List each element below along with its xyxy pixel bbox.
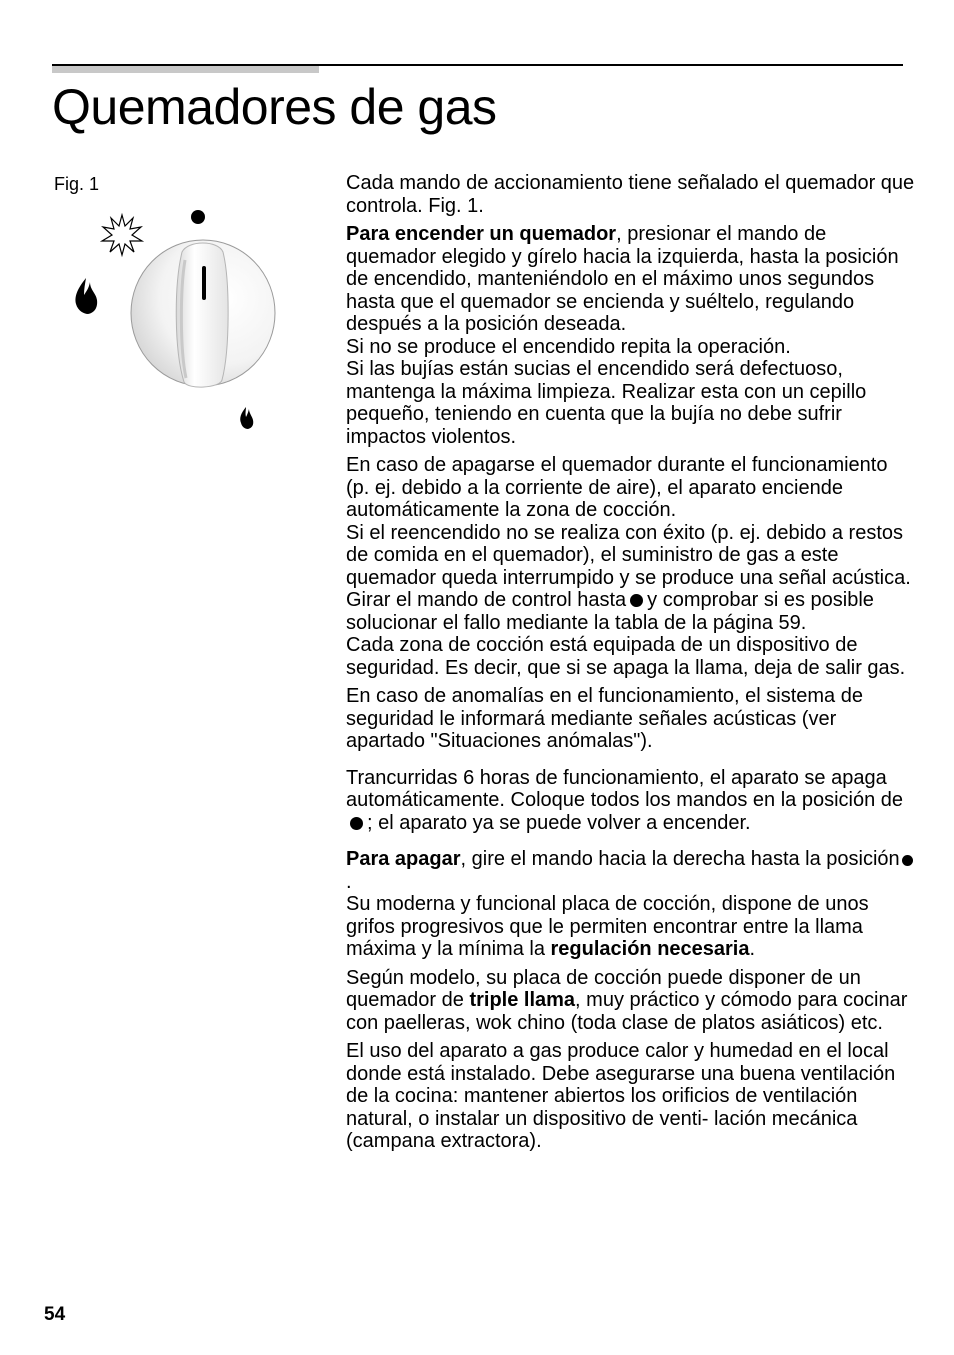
emphasis: regulación necesaria bbox=[550, 938, 750, 960]
paragraph-reencendido: Si el reencendido no se realiza con éxito (p. ej. debido a restos de comida en el quemador), el suministro de gas a este quemador queda interrumpido y se produce una señal acústica. Girar el mando de control hasta y comprobar si es posible solucionar el fallo mediante la tabla de la página 59. bbox=[346, 521, 911, 634]
paragraph: El uso del aparato a gas produce calor y humedad en el local donde está instalado. Debe asegurarse una buena ventilación de la cocina: mantener abiertos los orificios de ventilación natural, o instalar un dispositivo de venti- lación mecánica (campana extractora). bbox=[346, 1040, 896, 1152]
emphasis: triple llama bbox=[469, 989, 576, 1011]
large-flame-icon bbox=[75, 278, 97, 314]
page-number: 54 bbox=[44, 1304, 66, 1325]
control-knob bbox=[131, 240, 275, 387]
paragraph-encender: Para encender un quemador, presionar el mando de quemador elegido y gírelo hacia la izquierda, hasta la posición de encendido, manteniéndolo en el máximo unos segundos hasta que el quemador se encienda y suéltelo, regulando después a la posición deseada. bbox=[346, 223, 899, 335]
paragraph-regulacion: Su moderna y funcional placa de cocción, dispone de unos grifos progresivos que le permiten encontrar entre la llama máxima y la mínima la regulación necesaria. bbox=[346, 893, 869, 960]
emphasis: Para encender un quemador bbox=[346, 223, 617, 245]
paragraph-triple-llama: Según modelo, su placa de cocción puede disponer de un quemador de triple llama, muy práctico y cómodo para cocinar con paelleras, wok chino (toda clase de platos asiáticos) etc. bbox=[346, 966, 908, 1034]
paragraph: Cada zona de cocción está equipada de un dispositivo de seguridad. Es decir, que si se apaga la llama, deja de salir gas. bbox=[346, 634, 906, 679]
paragraph-apagar: Para apagar, gire el mando hacia la derecha hasta la posición. bbox=[346, 848, 916, 893]
paragraph: Si no se produce el encendido repita la operación. bbox=[346, 335, 791, 358]
paragraph: En caso de anomalías en el funcionamiento, el sistema de seguridad le informará mediante señales acústicas (ver apartado "Situaciones anómalas"). bbox=[346, 685, 863, 752]
off-dot-icon bbox=[902, 855, 913, 866]
small-flame-icon bbox=[240, 407, 253, 429]
paragraph: En caso de apagarse el quemador durante el funcionamiento (p. ej. debido a la corriente de aire), el aparato enciende automáticamente la zona de cocción. bbox=[346, 454, 888, 521]
spark-icon bbox=[102, 215, 142, 255]
page-title: Quemadores de gas bbox=[52, 79, 497, 135]
figure-1-knob bbox=[70, 200, 320, 440]
header-rule-accent bbox=[52, 66, 319, 73]
figure-label: Fig. 1 bbox=[54, 174, 100, 194]
off-dot-icon bbox=[191, 210, 205, 224]
body-text bbox=[346, 172, 916, 1159]
emphasis: Para apagar bbox=[346, 848, 461, 870]
paragraph-apagado-auto: Trancurridas 6 horas de funcionamiento, el aparato se apaga automáticamente. Coloque todos los mandos en la posición de; el aparato ya se puede volver a encender. bbox=[346, 766, 904, 834]
paragraph: Cada mando de accionamiento tiene señalado el quemador que controla. Fig. 1. bbox=[346, 172, 915, 217]
off-dot-icon bbox=[630, 594, 643, 607]
paragraph: Si las bujías están sucias el encendido será defectuoso, mantenga la máxima limpieza. Realizar esta con un cepillo pequeño, teniendo en cuenta que la bujía no debe sufrir impactos violentos. bbox=[346, 358, 867, 448]
off-dot-icon bbox=[350, 817, 363, 830]
